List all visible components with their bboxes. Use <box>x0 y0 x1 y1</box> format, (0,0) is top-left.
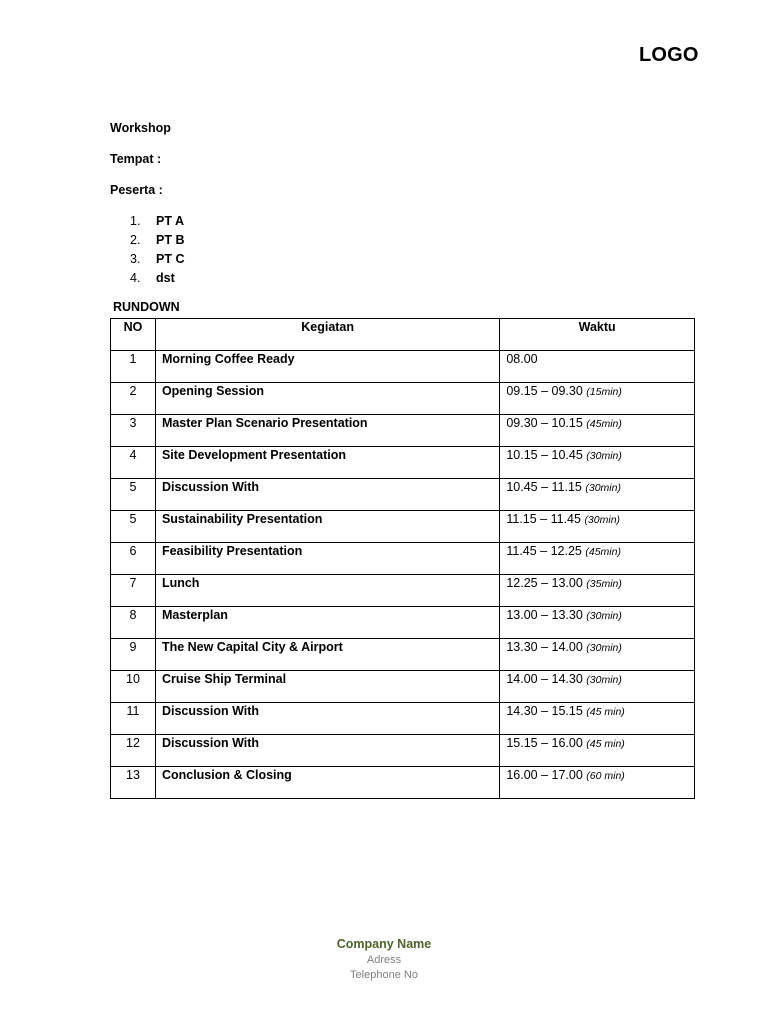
row-activity: Masterplan <box>155 607 499 639</box>
row-number: 12 <box>111 735 156 767</box>
row-number: 7 <box>111 575 156 607</box>
row-duration: (45min) <box>585 546 621 558</box>
row-duration: (30min) <box>586 642 622 654</box>
table-header-row <box>111 319 695 351</box>
company-address: Adress <box>366 954 402 966</box>
row-duration: (45min) <box>586 418 622 430</box>
row-duration: (60 min) <box>586 770 625 782</box>
participant-number: 2. <box>130 233 141 247</box>
row-time: 11.15 – 11.45 <box>506 512 581 526</box>
participants-list <box>130 212 184 288</box>
row-time-cell <box>500 543 695 575</box>
participant-item <box>130 250 184 269</box>
row-time-cell <box>500 575 695 607</box>
row-time: 10.45 – 11.15 <box>506 480 582 494</box>
row-duration: (30min) <box>584 514 621 526</box>
table-row <box>111 703 695 735</box>
event-title: Workshop <box>110 121 171 135</box>
logo: LOGO <box>639 44 699 66</box>
participant-name: dst <box>156 271 175 285</box>
row-time-cell <box>500 447 695 479</box>
row-time: 13.30 – 14.00 <box>506 640 583 654</box>
column-header-activity: Kegiatan <box>155 319 499 351</box>
row-number: 4 <box>111 447 156 479</box>
row-activity: Master Plan Scenario Presentation <box>155 415 499 447</box>
row-time-cell <box>500 767 695 799</box>
row-time: 16.00 – 17.00 <box>506 768 583 782</box>
row-number: 10 <box>111 671 156 703</box>
company-phone: Telephone No <box>350 969 418 981</box>
venue-label: Tempat : <box>110 152 162 166</box>
row-number: 2 <box>111 383 156 415</box>
table-row <box>111 575 695 607</box>
row-time: 09.15 – 09.30 <box>506 384 583 398</box>
row-time-cell <box>500 415 695 447</box>
row-time-cell <box>500 383 695 415</box>
row-time-cell <box>500 479 695 511</box>
row-duration: (15min) <box>586 386 622 398</box>
row-activity: Conclusion & Closing <box>155 767 499 799</box>
row-activity: Discussion With <box>155 703 499 735</box>
participant-item <box>130 231 184 250</box>
participant-name: PT A <box>156 214 185 228</box>
row-number: 9 <box>111 639 156 671</box>
table-row <box>111 543 695 575</box>
table-row <box>111 767 695 799</box>
participant-name: PT C <box>156 252 185 266</box>
row-duration: (30min) <box>586 674 622 686</box>
row-time-cell <box>500 607 695 639</box>
row-duration: (30min) <box>586 610 622 622</box>
row-time: 08.00 <box>506 352 538 366</box>
row-activity: Feasibility Presentation <box>155 543 499 575</box>
row-time-cell <box>500 639 695 671</box>
table-row <box>111 639 695 671</box>
table-row <box>111 671 695 703</box>
row-time: 09.30 – 10.15 <box>506 416 583 430</box>
row-time-cell <box>500 735 695 767</box>
row-activity: Opening Session <box>155 383 499 415</box>
row-time: 11.45 – 12.25 <box>506 544 582 558</box>
row-activity: Sustainability Presentation <box>155 511 499 543</box>
table-row <box>111 511 695 543</box>
column-header-no: NO <box>111 319 156 351</box>
row-time-cell <box>500 511 695 543</box>
table-row <box>111 351 695 383</box>
row-activity: Cruise Ship Terminal <box>155 671 499 703</box>
row-time-cell <box>500 671 695 703</box>
row-activity: Discussion With <box>155 735 499 767</box>
row-number: 5 <box>111 479 156 511</box>
column-header-time: Waktu <box>500 319 695 351</box>
table-row <box>111 447 695 479</box>
row-duration: (45 min) <box>586 706 625 718</box>
row-number: 3 <box>111 415 156 447</box>
row-number: 1 <box>111 351 156 383</box>
row-time: 13.00 – 13.30 <box>506 608 583 622</box>
participant-number: 4. <box>130 271 141 285</box>
participant-number: 1. <box>130 214 141 228</box>
participants-label: Peserta : <box>110 183 163 197</box>
row-time: 14.00 – 14.30 <box>506 672 583 686</box>
table-row <box>111 383 695 415</box>
participant-name: PT B <box>156 233 185 247</box>
table-row <box>111 607 695 639</box>
row-duration: (30min) <box>586 450 622 462</box>
row-activity: Morning Coffee Ready <box>155 351 499 383</box>
table-row <box>111 415 695 447</box>
rundown-table <box>110 318 695 799</box>
table-row <box>111 735 695 767</box>
row-time: 14.30 – 15.15 <box>506 704 583 718</box>
row-number: 8 <box>111 607 156 639</box>
table-row <box>111 479 695 511</box>
row-number: 6 <box>111 543 156 575</box>
row-activity: The New Capital City & Airport <box>155 639 499 671</box>
row-duration: (35min) <box>586 578 622 590</box>
row-duration: (30min) <box>585 482 621 494</box>
row-activity: Lunch <box>155 575 499 607</box>
row-time: 12.25 – 13.00 <box>506 576 583 590</box>
row-number: 13 <box>111 767 156 799</box>
row-duration: (45 min) <box>586 738 625 750</box>
rundown-title: RUNDOWN <box>113 300 180 314</box>
row-activity: Site Development Presentation <box>155 447 499 479</box>
participant-item <box>130 269 184 288</box>
participant-number: 3. <box>130 252 141 266</box>
participant-item <box>130 212 184 231</box>
row-activity: Discussion With <box>155 479 499 511</box>
row-time: 10.15 – 10.45 <box>506 448 583 462</box>
company-name: Company Name <box>336 937 432 951</box>
row-number: 5 <box>111 511 156 543</box>
row-time: 15.15 – 16.00 <box>506 736 583 750</box>
row-time-cell <box>500 703 695 735</box>
row-number: 11 <box>111 703 156 735</box>
row-time-cell <box>500 351 695 383</box>
